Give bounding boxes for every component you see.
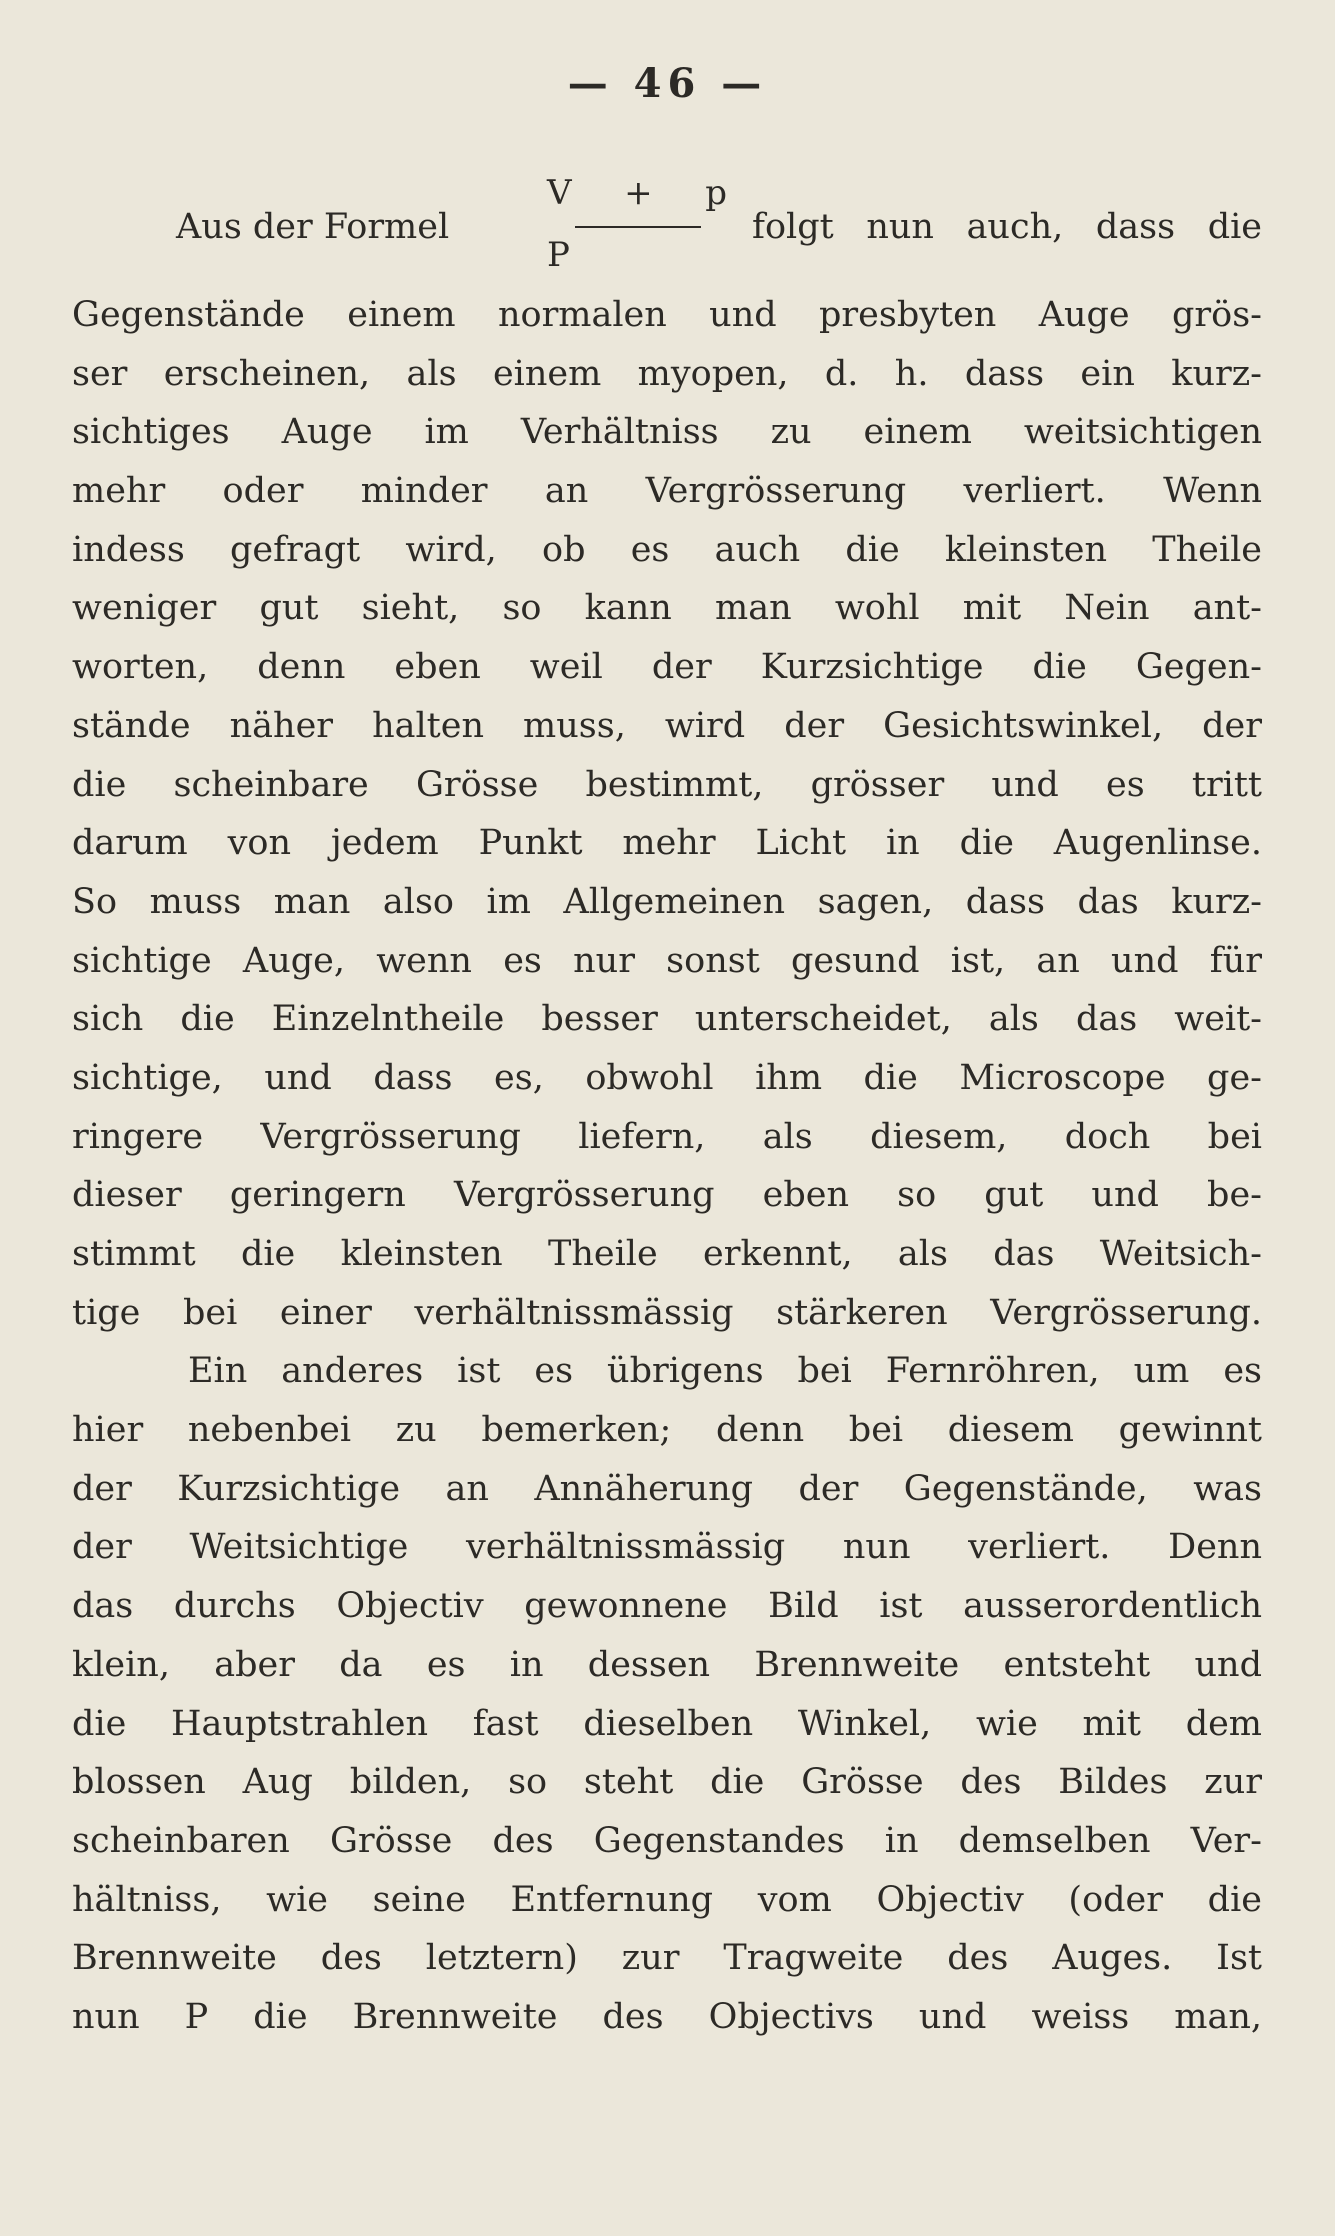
text-line: Gegenstände einem normalen und presbyten Auge grös-	[72, 295, 1262, 335]
text-line: ser erscheinen, als einem myopen, d. h. dass ein kurz-	[72, 353, 1262, 394]
formula-continuation-text: folgt nun auch, dass die	[752, 207, 1262, 247]
text-line: stände näher halten muss, wird der Gesichtswinkel, der	[72, 705, 1262, 746]
text-line: worten, denn eben weil der Kurzsichtige die Gegen-	[72, 647, 1262, 688]
page-number: — 46 —	[567, 60, 768, 107]
formula-numerator: V + p	[547, 173, 727, 213]
text-line: hier nebenbei zu bemerken; denn bei diesem gewinnt	[72, 1410, 1262, 1451]
text-line: der Weitsichtige verhältnissmässig nun verliert. Denn	[72, 1527, 1262, 1568]
fraction-bar	[575, 226, 701, 228]
text-line: hältniss, wie seine Entfernung vom Objectiv (oder die	[72, 1879, 1262, 1920]
text-line: die scheinbare Grösse bestimmt, grösser und es tritt	[72, 764, 1262, 805]
formula-line	[72, 168, 1262, 286]
text-line: blossen Aug bilden, so steht die Grösse des Bildes zur	[72, 1762, 1262, 1803]
text-line: ringere Vergrösserung liefern, als diesem, doch bei	[72, 1116, 1262, 1157]
text-line: darum von jedem Punkt mehr Licht in die Augenlinse.	[72, 823, 1262, 864]
text-line: Brennweite des letztern) zur Tragweite des Auges. Ist	[72, 1938, 1262, 1979]
text-line: sich die Einzelntheile besser unterscheidet, als das weit-	[72, 999, 1262, 1040]
text-line: sichtige, und dass es, obwohl ihm die Microscope ge-	[72, 1057, 1262, 1098]
text-line: indess gefragt wird, ob es auch die kleinsten Theile	[72, 529, 1262, 570]
formula-intro-text: Aus der Formel	[176, 207, 450, 247]
paragraph-start-line: Ein anderes ist es übrigens bei Fernröhren, um es	[188, 1351, 1262, 1392]
text-line: sichtige Auge, wenn es nur sonst gesund ist, an und für	[72, 940, 1262, 981]
formula-fraction	[547, 168, 727, 286]
text-line: tige bei einer verhältnissmässig stärkeren Vergrösserung.	[72, 1292, 1262, 1333]
text-line: So muss man also im Allgemeinen sagen, dass das kurz-	[72, 881, 1262, 922]
text-line: stimmt die kleinsten Theile erkennt, als das Weitsich-	[72, 1234, 1262, 1274]
text-line: klein, aber da es in dessen Brennweite entsteht und	[72, 1644, 1262, 1685]
text-line: mehr oder minder an Vergrösserung verliert. Wenn	[72, 471, 1262, 512]
text-line: nun P die Brennweite des Objectivs und weiss man,	[72, 1996, 1262, 2037]
text-line: sichtiges Auge im Verhältniss zu einem weitsichtigen	[72, 412, 1262, 453]
text-line: das durchs Objectiv gewonnene Bild ist ausserordentlich	[72, 1586, 1262, 1627]
text-line: die Hauptstrahlen fast dieselben Winkel, wie mit dem	[72, 1703, 1262, 1744]
text-line: der Kurzsichtige an Annäherung der Gegenstände, was	[72, 1468, 1262, 1509]
text-line: weniger gut sieht, so kann man wohl mit Nein ant-	[72, 588, 1262, 629]
formula-denominator: P	[547, 235, 570, 275]
text-line: scheinbaren Grösse des Gegenstandes in demselben Ver-	[72, 1820, 1262, 1861]
body-text	[72, 168, 1262, 2047]
text-line: dieser geringern Vergrösserung eben so gut und be-	[72, 1175, 1262, 1216]
